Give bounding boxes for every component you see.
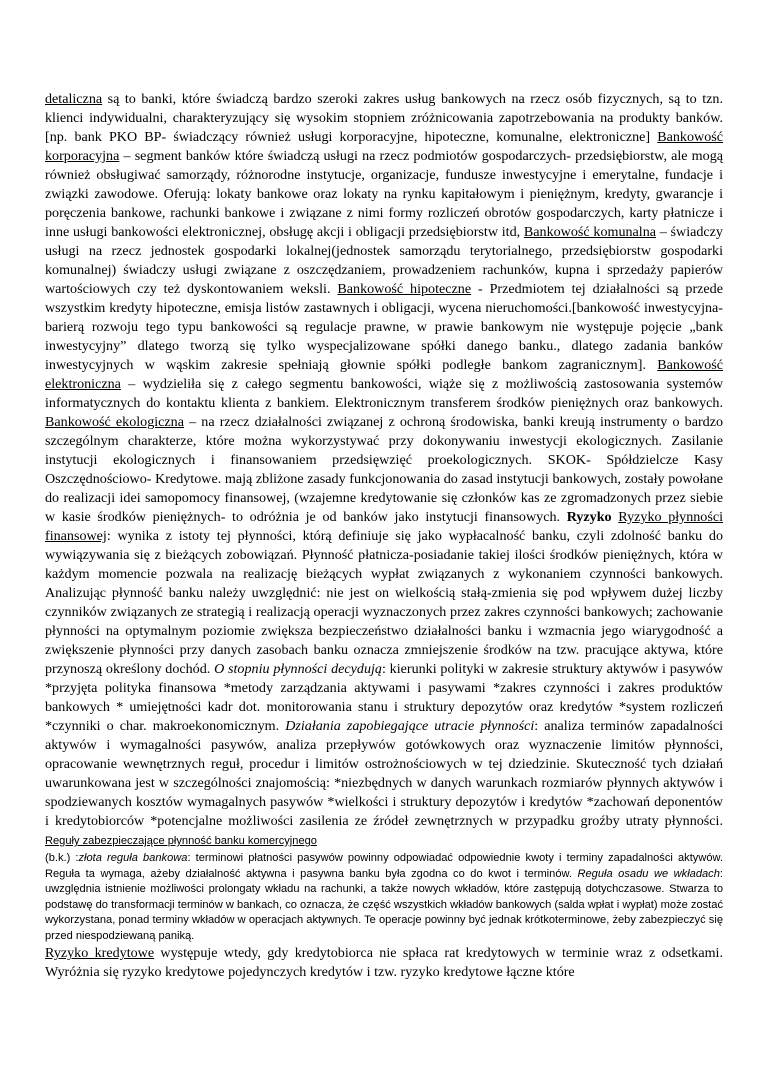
sans-italic-term: Reguła osadu we wkładach — [577, 867, 720, 880]
serif-underlined-term: Bankowość komunalna — [523, 224, 657, 240]
serif-underlined-term: Bankowość korporacyjna — [45, 129, 723, 164]
serif-bold-term: Ryzyko — [566, 509, 612, 525]
serif-italic-term: O stopniu płynności decydują — [214, 661, 382, 677]
tail-run: występuje wtedy, gdy kredytobiorca nie spłaca rat kredytowych w terminie wraz z odsetkami. Wyróżnia się ryzyko kredytowe pojedynczych kredytów i tzw. ryzyko kredytowe łączne które — [45, 945, 723, 981]
serif-run: - Przedmiotem tej działalności są przede wszystkim kredyty hipoteczne, emisja listów zastawnych i obligacji, wycena nieruchomości.[bankowość inwestycyjna- barierą rozwoju tego typu bankowości są regulacje prawne, w prawie bankowym nie występuje pojęcie „bank inwestycyjny” dlatego tworzą się tylko wyspecjalizowane spółki danego banku., dlatego zadania banków inwestycyjnych w wąskim zakresie spełniają głownie spółki podległe bankom zagranicznym]. — [45, 281, 723, 373]
serif-run: – segment banków które świadczą usługi na rzecz podmiotów gospodarczych- przedsiębiorstw, ale mogą również obsługiwać samorządy, różnorodne instytucje, organizacje, fundusze inwestycyjne i emerytalne, fundacje i związki zawodowe. Oferują: lokaty bankowe oraz lokaty na rynku kapitałowym i pieniężnym, kredyty, gwarancje i poręczenia bankowe, rachunki bankowe i związane z nimi formy rozliczeń obrotów gospodarczych, karty płatnicze i inne usługi bankowości elektronicznej, obsługę akcji i obligacji przedsiębiorstw itd, — [45, 148, 723, 240]
serif-underlined-term: detaliczna — [45, 91, 103, 107]
sans-run: : terminowi płatności pasywów powinny odpowiadać odpowiednie kwoty i terminy zapadalności aktywów. Reguła ta wymaga, ażeby działalność aktywna i pasywna banku była zgodna co do kwot i terminów. — [45, 852, 724, 880]
body-paragraph-sans — [45, 851, 723, 944]
serif-run: : wynika z istoty tej płynności, którą definiuje się jako wypłacalność banku, czyli zdolność banku do wywiązywania się z bieżących zobowiązań. Płynność płatnicza-posiadanie takiej ilości środków pieniężnych, która w każdym momencie pozwala na realizację bieżących wypłat związanych z wykonaniem czynności bankowych. Analizując płynność banku należy uwzględnić: nie jest on wielkością stałą-zmienia się pod wpływem dużej liczby czynników związanych ze strategią i realizacją operacji wyznaczonych przez zakres czynności bankowych; zachowanie płynności na optymalnym poziomie zwiększa bezpieczeństwo działalności banku i wzmacnia jego wiarygodność a zwiększenie płynności przy danych zasobach banku oznacza zmniejszenie środków na tzw. pracujące aktywa, które przynoszą określony dochód. — [45, 528, 723, 677]
serif-run: są to banki, które świadczą bardzo szeroki zakres usług bankowych na rzecz osób fizycznych, są to tzn. klienci indywidualni, charakteryzujący się wysokim stopniem zróżnicowania zapotrzebowania na produkty banków.[np. bank PKO BP- świadczący również usługi korporacyjne, hipoteczne, komunalne, elektroniczne] — [45, 91, 723, 145]
serif-run: : analiza terminów zapadalności aktywów i wymagalności pasywów, analiza przepływów gotówkowych oraz wyznaczenie limitów płynności, opracowanie wewnętrznych reguł, procedur i limitów ostrożnościowych w tej dziedzinie. Skuteczność tych działań uwarunkowana jest w szczególności znajomością: *niezbędnych w danych warunkach rozmiarów płynnych aktywów i spodziewanych kosztów wymagalnych pasywów *wielkości i struktury depozytów i kredytów *zachowań deponentów i kredytobiorców *potencjalne możliwości zasilenia ze źródeł zewnętrznych w przypadku groźby utraty płynności. — [45, 718, 723, 829]
serif-underlined-term: Bankowość elektroniczna — [45, 357, 723, 392]
serif-italic-term: Działania zapobiegające utracie płynności — [285, 718, 535, 734]
body-paragraph-tail — [45, 944, 723, 982]
serif-run: – na rzecz działalności związanej z ochroną środowiska, banki kreują instrumenty o bardzo szczególnym charakterze, które można wykorzystywać przy dokonywaniu inwestycji ekologicznych. Zasilanie instytucji ekologicznych i finansowaniem przedsięwzięć proekologicznych. SKOK- Spółdzielcze Kasy Oszczędnościowo- Kredytowe. mają zbliżone zasady funkcjonowania do zasad instytucji bankowych, zostały powołane do realizacji idei samopomocy finansowej, (wzajemne kredytowanie się członków kas ze zgromadzonych przez siebie w kasie środków pieniężnych- to odróżnia je od banków jako instytucji finansowych. — [45, 414, 723, 525]
serif-underlined-term: Reguły zabezpieczające płynność banku komercyjnego — [45, 835, 317, 847]
sans-run: : uwzględnia istnienie możliwości prolongaty wkładu na rachunki, a także nowych wkładów, które zastępują dotychczasowe. Stwarza to podstawę do transformacji terminów w bankach, co oznacza, że część wszystkich wkładów bankowych (salda wpłat i wypłat) może zostać wykorzystana, ponad terminy wkładów w operacjach aktywnych. Te operacje powinny być jednak krótkoterminowe, żeby zabezpieczyć się przed niespodziewaną paniką. — [45, 867, 723, 942]
sans-run: (b.k.) : — [45, 852, 79, 864]
body-paragraph-serif — [45, 90, 723, 851]
serif-run: – świadczy usługi na rzecz jednostek gospodarki lokalnej(jednostek samorządu terytorialnego, przedsiębiorstw gospodarki komunalnej) świadczy usługi związane z oszczędzaniem, prowadzeniem rachunków, kupna i sprzedaży papierów wartościowych czy też dyskontowaniem weksli. — [45, 224, 723, 297]
tail-underlined-term: Ryzyko kredytowe — [45, 945, 155, 962]
serif-underlined-term: Ryzyko płynności finansowej — [45, 509, 724, 544]
serif-run: : kierunki polityki w zakresie struktury aktywów i pasywów *przyjęta polityka finansowa *metody zarządzania aktywami i pasywami *zakres czynności i zakres produktów bankowych * umiejętności kadr dot. monitorowania stanu i struktury depozytów oraz kredytów *system rozliczeń *czynniki o char. makroekonomicznym. — [45, 661, 723, 734]
serif-underlined-term: Bankowość ekologiczna — [45, 414, 184, 430]
serif-underlined-term: Bankowość hipoteczne — [337, 281, 472, 297]
sans-italic-term: złota reguła bankowa — [78, 852, 188, 864]
document-page — [45, 90, 723, 982]
serif-run: – wydzieliła się z całego segmentu bankowości, wiąże się z możliwością zastosowania systemów informatycznych do kontaktu klienta z bankiem. Elektronicznym transferem środków pieniężnych oraz bankowych. — [45, 376, 723, 411]
